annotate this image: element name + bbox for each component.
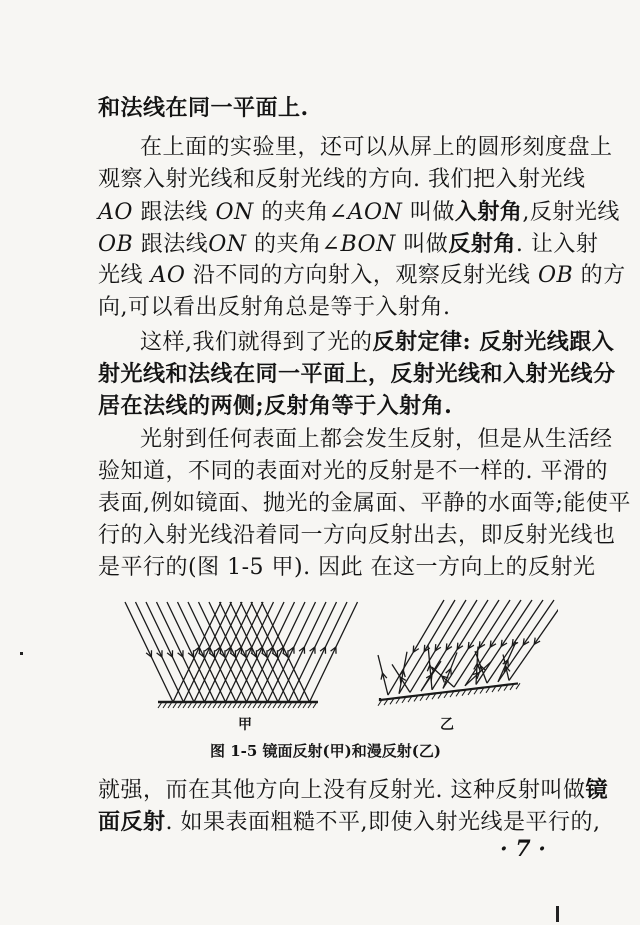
text-line-4: AO 跟法线 ON 的夹角∠AON 叫做入射角,反射光线 (98, 199, 620, 225)
text-line-8: 这样,我们就得到了光的反射定律: 反射光线跟入 (140, 329, 615, 355)
text-line-5: OB 跟法线ON 的夹角∠BON 叫做反射角. 让入射 (98, 231, 599, 257)
text-line-3: 观察入射光线和反射光线的方向. 我们把入射光线 (98, 167, 586, 192)
page-number: · 7 · (500, 836, 546, 862)
text-line-9: 射光线和法线在同一平面上，反射光线和入射光线分 (98, 361, 616, 387)
incident-rays (125, 602, 310, 702)
scattered-ray (392, 664, 410, 692)
text-line-13: 表面,例如镜面、抛光的金属面、平静的水面等;能使平 (98, 491, 631, 516)
reflected-ray (299, 602, 347, 702)
incident-ray (136, 602, 184, 702)
text-line-7: 向,可以看出反射角总是等于入射角. (98, 295, 451, 320)
text-line-1: 和法线在同一平面上. (98, 95, 309, 121)
figure-caption: 图 1-5 镜面反射(甲)和漫反射(乙) (210, 742, 441, 760)
text-line-17: 面反射. 如果表面粗糙不平,即使入射光线是平行的, (98, 809, 601, 835)
text-line-12: 验知道，不同的表面对光的反射是不一样的. 平滑的 (98, 459, 608, 484)
text-line-11: 光射到任何表面上都会发生反射，但是从生活经 (140, 427, 613, 452)
figure-label-specular: 甲 (238, 717, 252, 733)
incident-ray (146, 602, 194, 702)
scattered-ray (378, 655, 388, 695)
scan-speck (20, 652, 23, 655)
reflected-ray (289, 602, 337, 702)
text-line-16: 就强，而在其他方向上没有反射光. 这种反射叫做镜 (98, 777, 609, 803)
diffuse-reflection-diagram (378, 600, 558, 706)
text-line-10: 居在法线的两侧;反射角等于入射角. (98, 393, 453, 419)
scan-mark (556, 906, 559, 922)
text-line-2: 在上面的实验里，还可以从屏上的圆形刻度盘上 (140, 135, 613, 160)
parallel-incident-rays (388, 600, 558, 695)
incident-ray (125, 602, 173, 702)
reflected-rays (173, 602, 358, 702)
text-line-6: 光线 AO 沿不同的方向射入，观察反射光线 OB 的方 (98, 263, 626, 288)
reflection-figure (118, 590, 558, 740)
text-line-15: 是平行的(图 1-5 甲). 因此 在这一方向上的反射光 (98, 555, 596, 580)
text-line-14: 行的入射光线沿着同一方向反射出去，即反射光线也 (98, 523, 616, 548)
figure-label-diffuse: 乙 (440, 717, 454, 733)
specular-reflection-diagram (125, 602, 358, 708)
reflected-ray (310, 602, 358, 702)
